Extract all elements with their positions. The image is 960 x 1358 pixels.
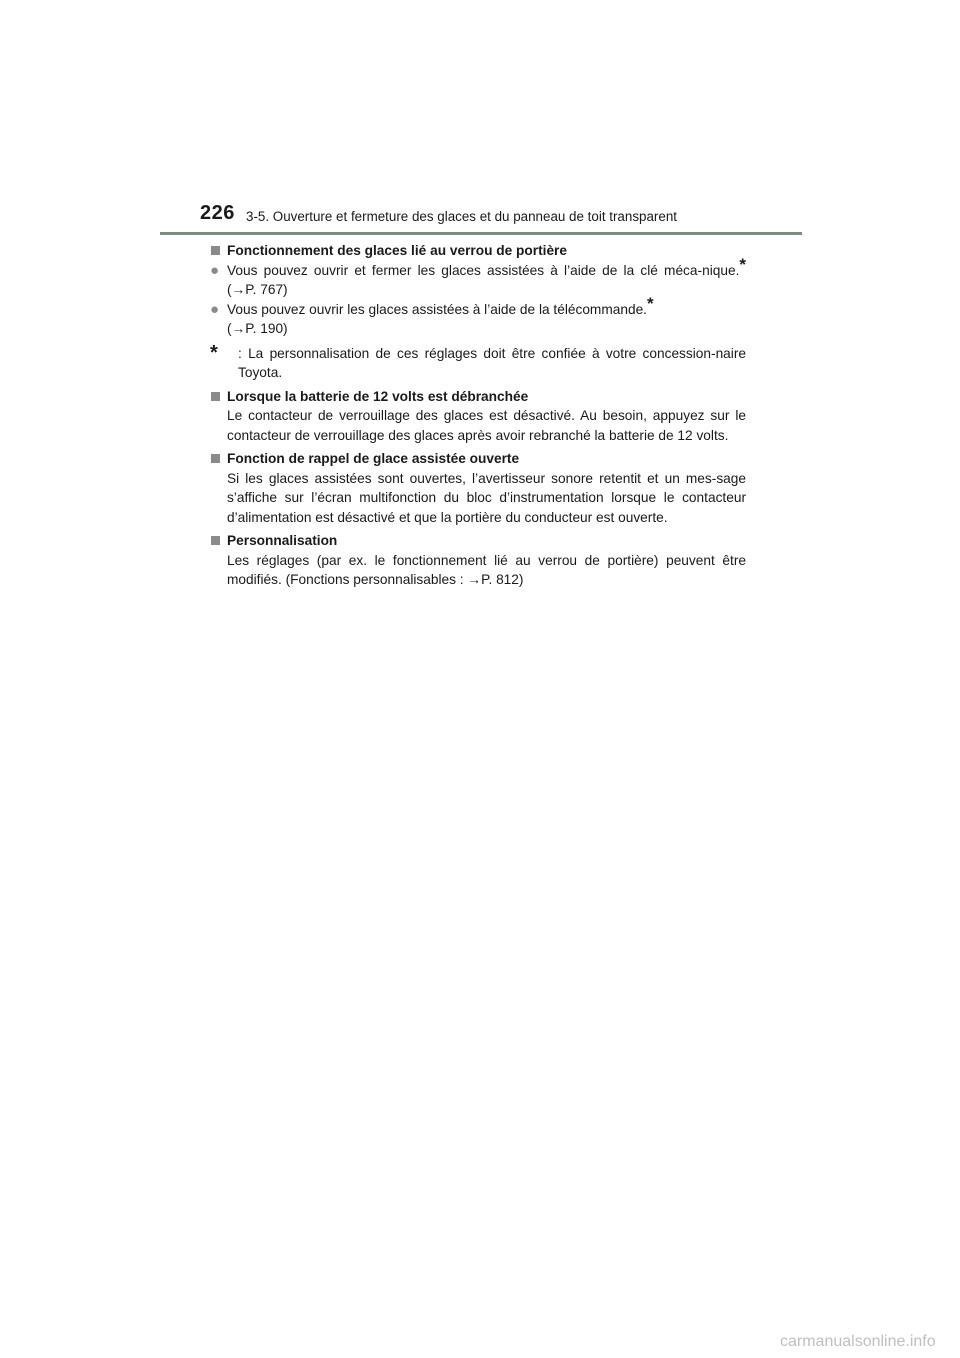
page-reference: (→P. 190) bbox=[227, 321, 288, 336]
footnote bbox=[210, 341, 746, 383]
header-rule bbox=[160, 232, 802, 235]
section-door-lock bbox=[210, 241, 746, 383]
section-title: Lorsque la batterie de 12 volts est débranchée bbox=[227, 388, 529, 404]
square-bullet-icon bbox=[210, 531, 227, 551]
watermark: carmanualsonline.info bbox=[780, 1333, 936, 1350]
section-title: Fonctionnement des glaces lié au verrou de portière bbox=[227, 243, 567, 258]
page-reference: (→P. 767) bbox=[227, 282, 288, 297]
section-text: Si les glaces assistées sont ouvertes, l’avertisseur sonore retentit et un mes-sage s’affiche sur l’écran multifonction du bloc d’instrumentation lorsque le contacteur d’alimentation est désactivé et que la portière du conducteur est ouverte. bbox=[227, 470, 746, 525]
section-title: Personnalisation bbox=[227, 533, 338, 548]
list-item bbox=[210, 254, 746, 300]
square-bullet-icon bbox=[210, 449, 227, 469]
section-text: Les réglages (par ex. le fonctionnement lié au verrou de portière) peuvent être modifiés. (Fonctions personnalisables : →P. 812) bbox=[227, 552, 746, 587]
section-reminder bbox=[210, 449, 746, 527]
square-bullet-icon bbox=[210, 241, 227, 261]
bullet-text: Vous pouvez ouvrir les glaces assistées à l’aide de la télécommande. bbox=[227, 301, 647, 317]
chapter-title: 3-5. Ouverture et fermeture des glaces et du panneau de toit transparent bbox=[246, 209, 677, 224]
section-customization bbox=[210, 531, 746, 590]
section-text: Le contacteur de verrouillage des glaces est désactivé. Au besoin, appuyez sur le contacteur de verrouillage des glaces après avoir rebranché la batterie de 12 volts. bbox=[227, 408, 746, 443]
page-content bbox=[210, 241, 746, 594]
page-header bbox=[200, 200, 802, 236]
circle-bullet-icon: ● bbox=[210, 261, 220, 279]
footnote-marker: * bbox=[210, 341, 218, 364]
section-title: Fonction de rappel de glace assistée ouverte bbox=[227, 451, 520, 466]
page-number: 226 bbox=[200, 202, 235, 224]
square-bullet-icon bbox=[210, 387, 227, 407]
list-item bbox=[210, 293, 746, 339]
asterisk-marker: * bbox=[646, 293, 654, 313]
bullet-text: Vous pouvez ouvrir et fermer les glaces assistées à l’aide de la clé méca-nique. bbox=[227, 262, 740, 278]
circle-bullet-icon: ● bbox=[210, 300, 220, 318]
asterisk-marker: * bbox=[739, 254, 746, 274]
footnote-text: : La personnalisation de ces réglages doit être confiée à votre concession-naire Toyota. bbox=[238, 345, 746, 380]
section-battery bbox=[210, 387, 746, 446]
